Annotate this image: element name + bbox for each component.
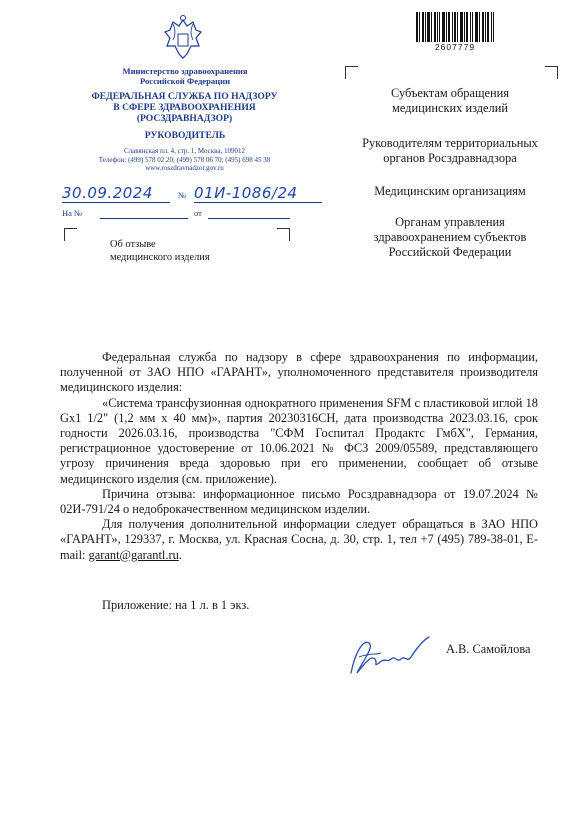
addressee-4: Органам управления здравоохранением субъектов Российской Федерации [373, 215, 527, 259]
letter-number: 01И-1086/24 [194, 184, 322, 203]
email-link[interactable]: garant@garantl.ru [88, 547, 179, 562]
handwritten-signature [345, 633, 435, 678]
body-paragraph-4: Для получения дополнительной информации следует обращаться в ЗАО НПО «ГАРАНТ», 129337, г. Москва, ул. Красная Сосна, д. 30, стр. 1, тел +7 (495) 789-38-01, E-mail: garant@garantl.ru. [60, 517, 538, 562]
letter-body [60, 350, 538, 563]
body-paragraph-1: Федеральная служба по надзору в сфере здравоохранения по информации, полученной от ЗАО НПО «ГАРАНТ», уполномоченного представителя производителя медицинского изделия: [60, 350, 538, 395]
reference-line: На № от [62, 208, 302, 222]
addressee-2: Руководителям территориальных органов Росздравнадзора [362, 136, 538, 165]
addressee-3: Медицинским организациям [374, 184, 526, 198]
letter-subject: Об отзыве медицинского изделия [110, 239, 210, 263]
corner-mark [277, 228, 290, 241]
ministry-name: Министерство здравоохранения Российской Федерации [122, 66, 248, 86]
enclosure-note: Приложение: на 1 л. в 1 экз. [102, 598, 250, 612]
outgoing-date-number [60, 184, 330, 206]
corner-mark [545, 66, 558, 79]
addressee-1: Субъектам обращения медицинских изделий [391, 86, 509, 115]
body-paragraph-3: Причина отзыва: информационное письмо Росздравнадзора от 19.07.2024 № 02И-791/24 о недоброкачественном медицинском изделии. [60, 486, 538, 517]
barcode-number: 2607779 [434, 42, 476, 52]
barcode [416, 12, 494, 42]
coat-of-arms-icon [163, 14, 203, 60]
service-name: ФЕДЕРАЛЬНАЯ СЛУЖБА ПО НАДЗОРУ В СФЕРЕ ЗДРАВООХРАНЕНИЯ (РОСЗДРАВНАДЗОР) [91, 91, 278, 124]
corner-mark [345, 66, 358, 79]
number-sign: № [178, 190, 187, 200]
signer-name: А.В. Самойлова [446, 642, 531, 656]
corner-mark [64, 228, 77, 241]
body-paragraph-2: «Система трансфузионная однократного применения SFM с пластиковой иглой 18 Gx1 1/2" (1,2 мм х 40 мм)», партия 20230316CH, дата производства 2023.03.16, срок годности 2026.03.16, производства "СФМ Госпитал Продактс ГмбХ", Германия, регистрационное удостоверение от 10.06.2021 № ФСЗ 2009/05589, представляющего угрозу причинения вреда здоровью при его применении, сообщает об отзыве медицинского изделия (см. приложение). [60, 395, 538, 486]
head-title: РУКОВОДИТЕЛЬ [144, 130, 226, 141]
letter-date: 30.09.2024 [62, 184, 170, 203]
contact-info: Славянская пл. 4, стр. 1, Москва, 109012 Телефон: (499) 578 02 20; (499) 578 06 70; (495) 698 45 38 www.roszdravnadzor.gov.ru [98, 147, 271, 173]
